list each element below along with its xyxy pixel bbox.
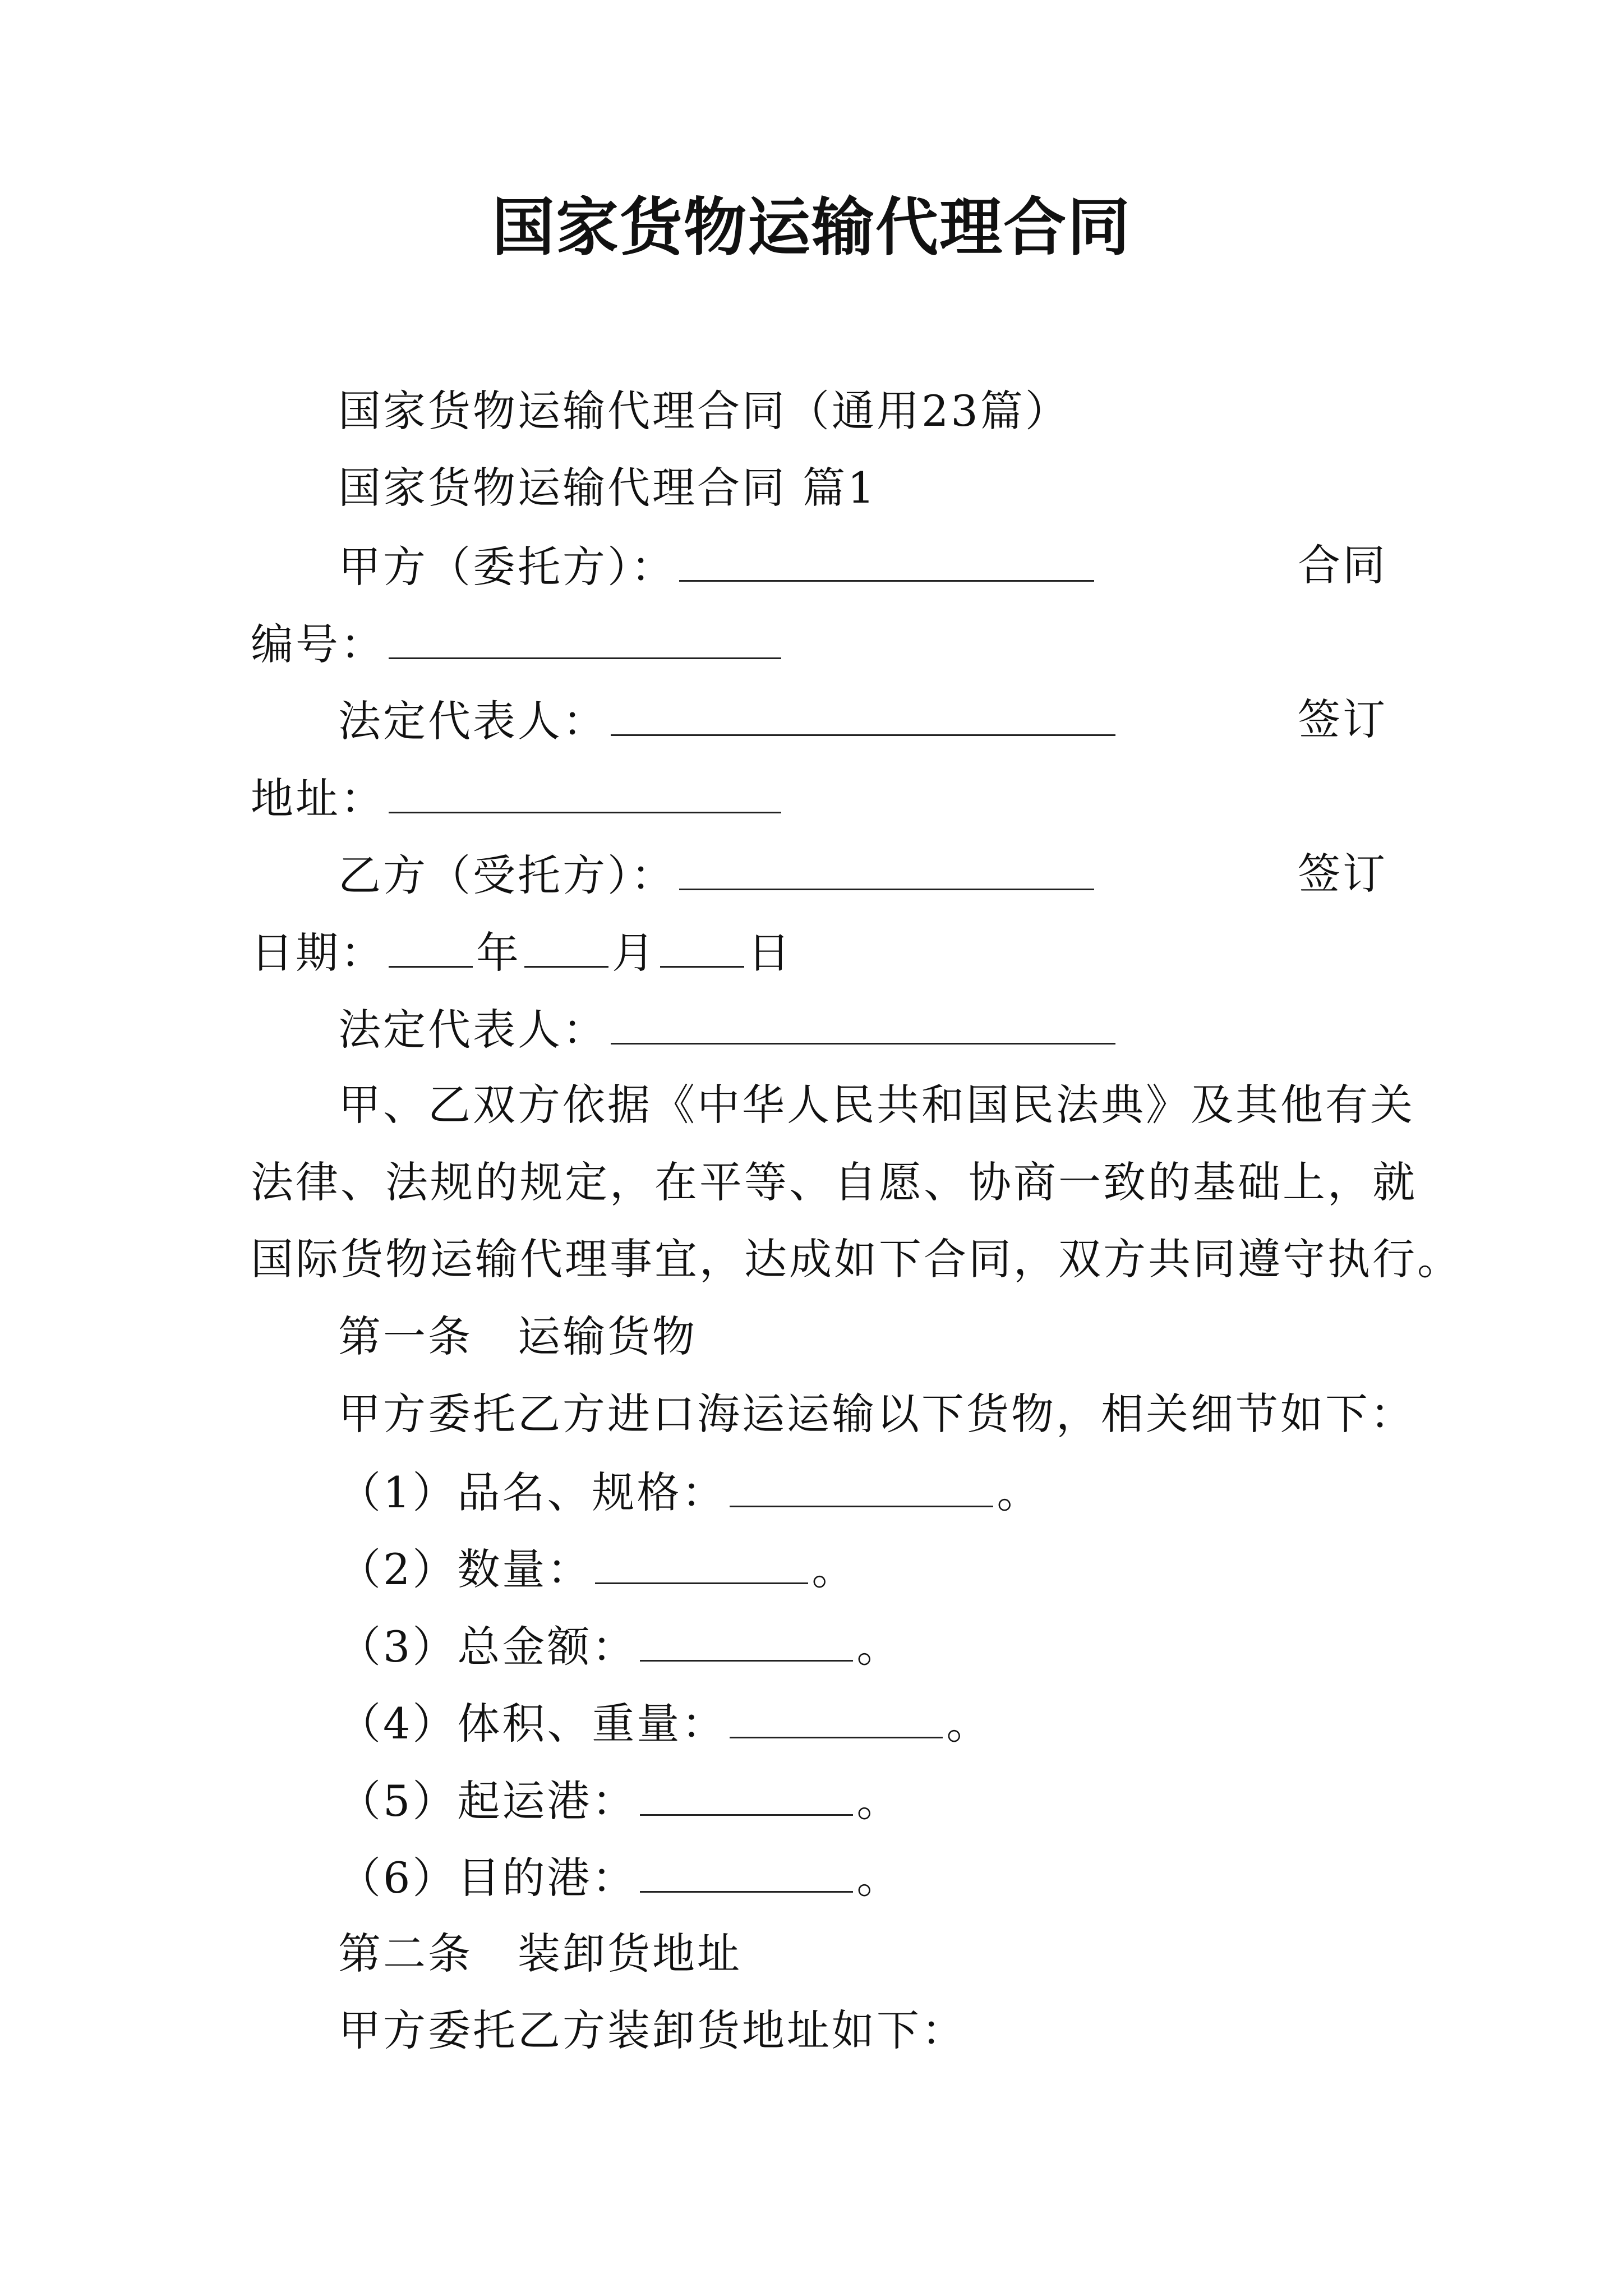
cargo-item-label: （6）目的港： [338,1853,637,1903]
cargo-item-label: （3）总金额： [338,1622,637,1672]
cargo-item-blank [730,1470,993,1507]
cargo-item-label: （4）体积、重量： [338,1699,727,1749]
cargo-item-row [338,1622,902,1672]
end-mark: 。 [856,1622,902,1672]
cargo-item-row [338,1699,992,1749]
preamble-line: 国际货物运输代理事宜，达成如下合同，双方共同遵守执行。 [251,1234,1462,1284]
end-mark: 。 [997,1467,1042,1517]
legal-rep-a-blank [611,698,1115,736]
party-b-row [338,850,1098,900]
chapter-title: 国家货物运输代理合同 篇1 [338,463,877,513]
sign-address-blank [389,776,781,813]
cargo-item-label: （5）起运港： [338,1776,637,1826]
cargo-item-blank [640,1624,853,1662]
preamble-line: 法律、法规的规定，在平等、自愿、协商一致的基础上，就 [251,1157,1417,1207]
party-a-row [338,542,1098,592]
cargo-item-row [338,1776,902,1826]
document-title: 国家货物运输代理合同 [492,191,1131,264]
cargo-item-row [338,1853,902,1903]
sign-date-label-1: 签订 [1298,849,1387,899]
month-blank [524,930,608,968]
cargo-item-blank [595,1547,808,1584]
sign-date-row [251,928,792,978]
cargo-item-row [338,1544,857,1594]
day-blank [660,930,744,968]
party-b-blank [679,853,1094,890]
article-2-intro: 甲方委托乙方装卸货地址如下： [338,2005,966,2055]
party-a-label: 甲方（委托方）： [338,542,676,592]
collection-title: 国家货物运输代理合同（通用23篇） [338,386,1070,436]
end-mark: 。 [811,1544,857,1594]
article-1-intro: 甲方委托乙方进口海运运输以下货物，相关细节如下： [338,1389,1415,1439]
legal-rep-a-row [338,696,1119,746]
contract-no-label-2: 编号： [251,619,385,669]
cargo-item-row [338,1467,1042,1517]
contract-no-row [251,619,785,669]
cargo-item-label: （2）数量： [338,1544,592,1594]
month-label: 月 [612,928,657,978]
sign-address-label-2: 地址： [251,774,385,823]
sign-address-label-1: 签订 [1298,694,1387,744]
legal-rep-b-row [338,1005,1119,1055]
party-a-blank [679,544,1094,582]
sign-address-row [251,774,785,823]
year-blank [389,930,473,968]
end-mark: 。 [856,1776,902,1826]
sign-date-label-2: 日期： [251,928,385,978]
party-b-label: 乙方（受托方）： [338,850,676,900]
cargo-item-label: （1）品名、规格： [338,1467,727,1517]
contract-no-blank [389,622,781,659]
legal-rep-a-label: 法定代表人： [338,696,607,746]
year-label: 年 [476,928,521,978]
cargo-item-blank [730,1701,943,1738]
end-mark: 。 [856,1853,902,1903]
end-mark: 。 [946,1699,992,1749]
day-label: 日 [748,928,792,978]
legal-rep-b-label: 法定代表人： [338,1005,607,1055]
legal-rep-b-blank [611,1007,1115,1045]
article-2-heading: 第二条 装卸货地址 [338,1929,742,1978]
preamble-line: 甲、乙双方依据《中华人民共和国民法典》及其他有关 [338,1080,1415,1130]
article-1-heading: 第一条 运输货物 [338,1312,697,1361]
cargo-item-blank [640,1778,853,1816]
contract-no-label-1: 合同 [1298,540,1387,590]
cargo-item-blank [640,1855,853,1893]
